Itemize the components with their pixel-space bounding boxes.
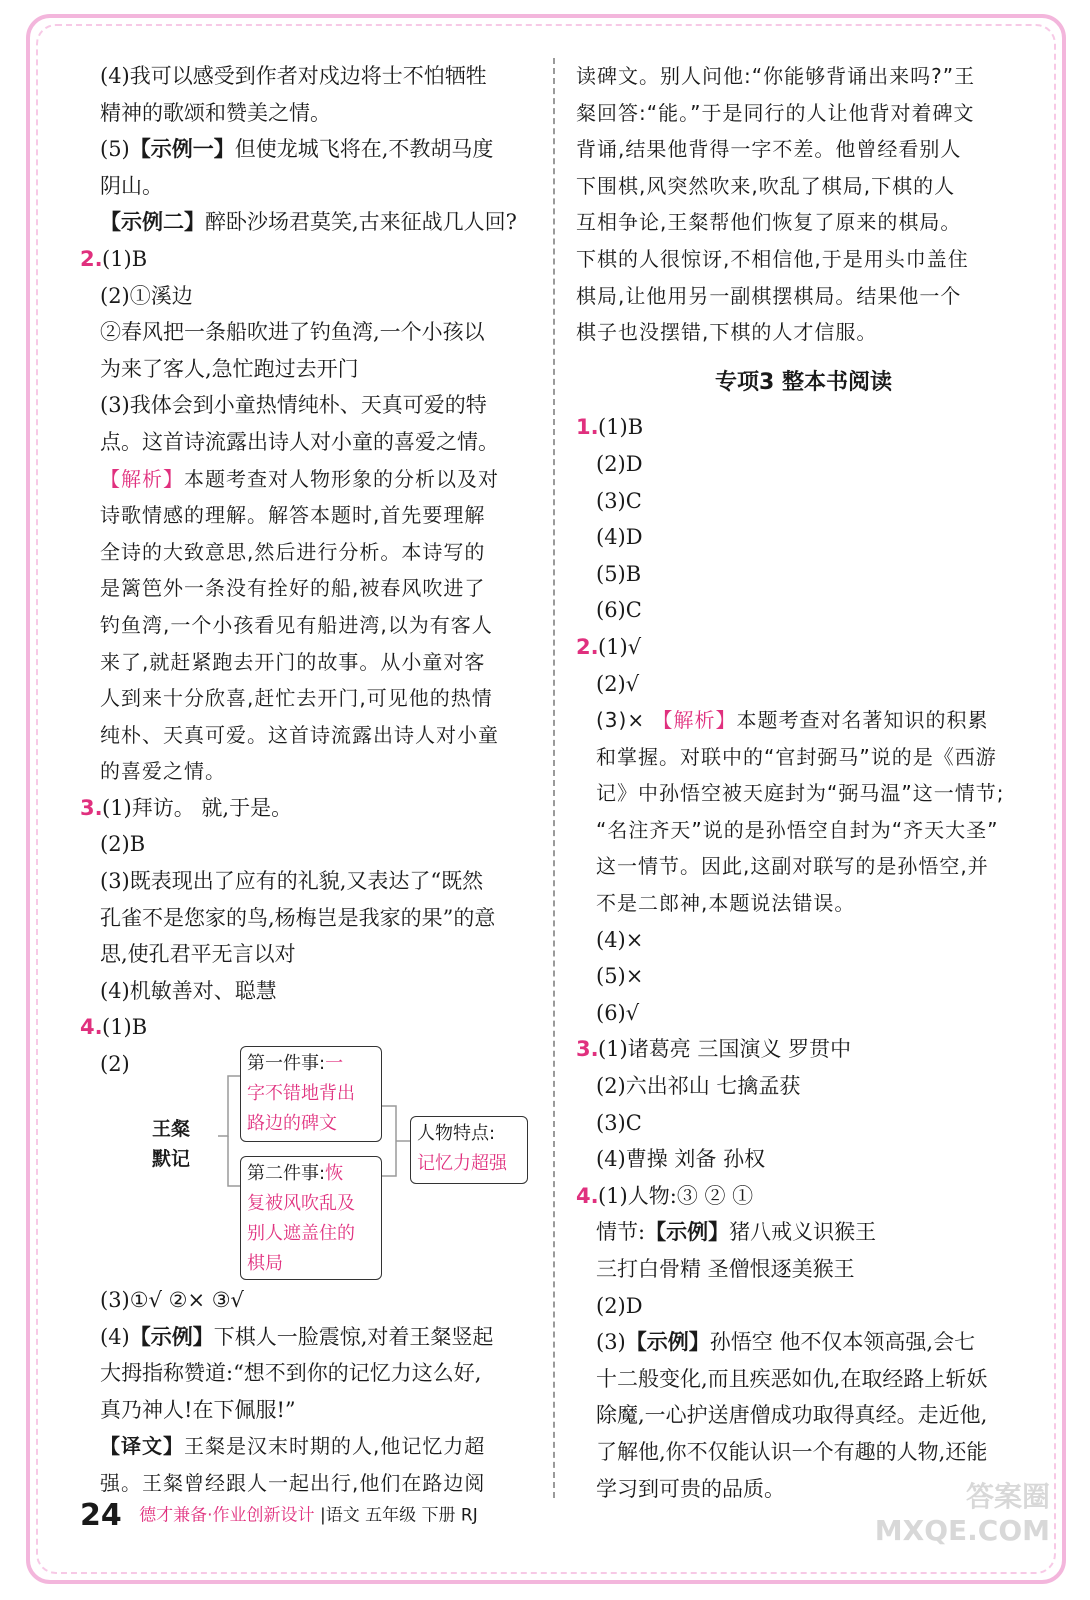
line-text: 人到来十分欣喜,赶忙去开门,可见他的热情 bbox=[100, 686, 493, 711]
answer-line bbox=[80, 1392, 535, 1429]
answer-line bbox=[80, 717, 535, 754]
question-number: 2. bbox=[576, 634, 599, 659]
answer-line bbox=[80, 753, 535, 790]
right-column bbox=[576, 58, 1031, 1507]
answer-line bbox=[80, 1319, 535, 1356]
question-number: 1. bbox=[576, 415, 599, 440]
left-answers-continued bbox=[80, 1282, 535, 1502]
line-text: (1)√ bbox=[598, 634, 642, 659]
analysis-tag: 【解析】 bbox=[652, 708, 737, 733]
publisher-name: 德才兼备·作业创新设计 bbox=[139, 1505, 315, 1526]
question-number: 4. bbox=[576, 1183, 599, 1208]
answer-line bbox=[80, 58, 535, 95]
example-tag: 【示例二】 bbox=[100, 210, 205, 235]
line-text: (4)机敏善对、聪慧 bbox=[100, 978, 277, 1003]
line-prefix: (3)× bbox=[596, 708, 653, 733]
line-text: 孙悟空 他不仅本领高强,会七 bbox=[709, 1330, 976, 1355]
left-column bbox=[80, 58, 535, 1502]
line-text: (3)我体会到小童热情纯朴、天真可爱的特 bbox=[100, 393, 487, 418]
answer-line bbox=[576, 241, 1031, 278]
line-text: (2)√ bbox=[596, 671, 640, 696]
section-title: 专项3 整本书阅读 bbox=[715, 369, 892, 395]
line-text: (1)B bbox=[598, 415, 644, 440]
answer-line bbox=[576, 775, 1031, 812]
page-number: 24 bbox=[80, 1498, 122, 1533]
answer-line bbox=[576, 58, 1031, 95]
answer-line bbox=[576, 1434, 1031, 1471]
line-text: 下围棋,风突然吹来,吹乱了棋局,下棋的人 bbox=[576, 173, 956, 198]
line-text: 本题考查对名著知识的积累 bbox=[736, 708, 989, 733]
answer-line bbox=[80, 424, 535, 461]
column-divider bbox=[553, 58, 555, 1498]
diagram-box-character-trait: 人物特点: 记忆力超强 bbox=[410, 1116, 528, 1184]
answer-line bbox=[80, 387, 535, 424]
answer-line bbox=[80, 570, 535, 607]
page-footer bbox=[80, 1498, 478, 1533]
line-text: (4)× bbox=[596, 927, 644, 952]
line-text: (6)√ bbox=[596, 1000, 640, 1025]
line-text: (2)B bbox=[100, 832, 146, 857]
question-number: 4. bbox=[80, 1015, 103, 1040]
answer-line bbox=[80, 790, 535, 827]
line-text: 阴山。 bbox=[100, 173, 163, 198]
answer-line bbox=[80, 607, 535, 644]
line-text: 棋子也没摆错,下棋的人才信服。 bbox=[576, 320, 878, 345]
answer-line bbox=[576, 556, 1031, 593]
line-text: 王粲是汉末时期的人,他记忆力超 bbox=[184, 1434, 486, 1459]
answer-line bbox=[576, 1068, 1031, 1105]
line-text: 背诵,结果他背得一字不差。他曾经看别人 bbox=[576, 137, 962, 162]
answer-line bbox=[80, 680, 535, 717]
line-text: (3)①√ ②× ③√ bbox=[100, 1288, 244, 1313]
answer-line bbox=[576, 446, 1031, 483]
line-text: (2)①溪边 bbox=[100, 283, 193, 308]
line-prefix: 情节: bbox=[596, 1220, 646, 1245]
wang-can-diagram bbox=[100, 1046, 535, 1282]
answer-line bbox=[80, 461, 535, 498]
question-number: 3. bbox=[576, 1037, 599, 1062]
example-tag: 【示例】 bbox=[625, 1330, 710, 1355]
answer-line bbox=[80, 351, 535, 388]
answer-line bbox=[576, 958, 1031, 995]
example-tag: 【译文】 bbox=[100, 1434, 184, 1459]
diagram-box-second-event: 第二件事:恢 复被风吹乱及 别人遮盖住的 棋局 bbox=[240, 1156, 382, 1280]
line-text: ②春风把一条船吹进了钓鱼湾,一个小孩以 bbox=[100, 320, 485, 345]
diagram-part-label: (2) bbox=[100, 1052, 130, 1077]
line-text: 来了,就赶紧跑去开门的故事。从小童对客 bbox=[100, 649, 486, 674]
line-text: 学习到可贵的品质。 bbox=[596, 1476, 785, 1501]
line-text: (4)D bbox=[596, 525, 643, 550]
line-text: 大拇指称赞道:“想不到你的记忆力这么好, bbox=[100, 1361, 482, 1386]
line-text: 孔雀不是您家的鸟,杨梅岂是我家的果”的意 bbox=[100, 905, 496, 930]
line-text: (2)D bbox=[596, 1293, 643, 1318]
line-text: 强。王粲曾经跟人一起出行,他们在路边阅 bbox=[100, 1471, 486, 1495]
line-prefix: (4) bbox=[100, 1324, 130, 1349]
line-text: 不是二郎神,本题说法错误。 bbox=[596, 891, 856, 916]
answer-line bbox=[80, 204, 535, 241]
answer-line bbox=[576, 204, 1031, 241]
line-text: (5)B bbox=[596, 561, 642, 586]
line-text: (4)我可以感受到作者对戍边将士不怕牺牲 bbox=[100, 64, 487, 88]
line-text: 猪八戒义识猴王 bbox=[729, 1220, 877, 1245]
line-text: 醉卧沙场君莫笑,古来征战几人回? bbox=[205, 210, 517, 235]
example-tag: 【示例一】 bbox=[129, 137, 235, 162]
answer-line bbox=[576, 1324, 1031, 1361]
line-text: (3)既表现出了应有的礼貌,又表达了“既然 bbox=[100, 869, 484, 894]
answer-line bbox=[80, 131, 535, 168]
answer-line bbox=[576, 131, 1031, 168]
answer-line bbox=[80, 534, 535, 571]
line-text: 读碑文。别人问他:“你能够背诵出来吗?”王 bbox=[576, 64, 976, 88]
left-answers bbox=[80, 58, 535, 1046]
answer-line bbox=[576, 922, 1031, 959]
answer-line bbox=[80, 1009, 535, 1046]
line-text: 互相争论,王粲帮他们恢复了原来的棋局。 bbox=[576, 210, 962, 235]
answer-line bbox=[80, 826, 535, 863]
answer-line bbox=[80, 497, 535, 534]
line-text: 棋局,让他用另一副棋摆棋局。结果他一个 bbox=[576, 283, 962, 308]
line-text: 精神的歌颂和赞美之情。 bbox=[100, 100, 331, 125]
line-text: “名注齐天”说的是孙悟空自封为“齐天大圣” bbox=[596, 817, 999, 842]
answer-line bbox=[80, 278, 535, 315]
answer-line bbox=[80, 95, 535, 132]
line-text: 点。这首诗流露出诗人对小童的喜爱之情。 bbox=[100, 429, 499, 454]
answer-line bbox=[576, 409, 1031, 446]
line-text: (4)曹操 刘备 孙权 bbox=[596, 1147, 766, 1172]
line-text: 下棋人一脸震惊,对着王粲竖起 bbox=[213, 1324, 494, 1349]
line-text: (2)六出祁山 七擒孟获 bbox=[596, 1074, 801, 1099]
answer-line bbox=[576, 812, 1031, 849]
translation-continued bbox=[576, 58, 1031, 351]
question-number: 3. bbox=[80, 795, 103, 820]
answer-line bbox=[80, 241, 535, 278]
answer-line bbox=[576, 314, 1031, 351]
line-text: (1)人物:③ ② ① bbox=[598, 1183, 754, 1208]
answer-line bbox=[80, 1465, 535, 1502]
answer-line bbox=[80, 644, 535, 681]
line-text: 这一情节。因此,这副对联写的是孙悟空,并 bbox=[596, 854, 989, 879]
line-text: (1)拜访。 就,于是。 bbox=[102, 795, 293, 820]
answer-line bbox=[80, 1355, 535, 1392]
right-answers bbox=[576, 409, 1031, 1507]
line-text: 是篱笆外一条没有拴好的船,被春风吹进了 bbox=[100, 576, 486, 601]
answer-line bbox=[576, 519, 1031, 556]
answer-line bbox=[576, 1251, 1031, 1288]
diagram-center-label: 王粲 默记 bbox=[152, 1118, 191, 1171]
answer-line bbox=[576, 1105, 1031, 1142]
answer-line bbox=[576, 95, 1031, 132]
line-prefix: (5) bbox=[100, 137, 130, 162]
answer-line bbox=[576, 629, 1031, 666]
line-text: 了解他,你不仅能认识一个有趣的人物,还能 bbox=[596, 1439, 988, 1464]
answer-line bbox=[576, 278, 1031, 315]
line-text: (6)C bbox=[596, 598, 642, 623]
line-text: 纯朴、天真可爱。这首诗流露出诗人对小童 bbox=[100, 722, 499, 747]
answer-line bbox=[576, 1397, 1031, 1434]
line-text: 但使龙城飞将在,不教胡马度 bbox=[234, 137, 494, 162]
line-text: (5)× bbox=[596, 964, 644, 989]
line-text: 全诗的大致意思,然后进行分析。本诗写的 bbox=[100, 539, 486, 564]
answer-line bbox=[576, 995, 1031, 1032]
answer-line bbox=[80, 936, 535, 973]
question-number: 2. bbox=[80, 246, 103, 271]
answer-line bbox=[80, 900, 535, 937]
line-text: 钓鱼湾,一个小孩看见有船进湾,以为有客人 bbox=[100, 612, 493, 637]
answer-line bbox=[80, 863, 535, 900]
line-text: 为来了客人,急忙跑过去开门 bbox=[100, 356, 359, 381]
line-text: (1)诸葛亮 三国演义 罗贯中 bbox=[598, 1037, 852, 1062]
line-text: 十二般变化,而且疾恶如仇,在取经路上斩妖 bbox=[596, 1366, 988, 1391]
answer-line bbox=[80, 1428, 535, 1465]
line-text: 下棋的人很惊讶,不相信他,于是用头巾盖住 bbox=[576, 246, 969, 271]
diagram-box-first-event: 第一件事:一 字不错地背出 路边的碑文 bbox=[240, 1046, 382, 1142]
answer-line bbox=[576, 1031, 1031, 1068]
line-text: (2)D bbox=[596, 451, 643, 476]
answer-line bbox=[576, 1214, 1031, 1251]
line-text: 诗歌情感的理解。解答本题时,首先要理解 bbox=[100, 503, 486, 528]
answer-line bbox=[80, 314, 535, 351]
line-text: (1)B bbox=[102, 1015, 148, 1040]
line-prefix: (3) bbox=[596, 1330, 626, 1355]
line-text: 和掌握。对联中的“官封弼马”说的是《西游 bbox=[596, 744, 997, 769]
line-text: 真乃神人!在下佩服!” bbox=[100, 1397, 296, 1422]
answer-line bbox=[576, 1141, 1031, 1178]
example-tag: 【示例】 bbox=[645, 1220, 730, 1245]
line-text: 粲回答:“能。”于是同行的人让他背对着碑文 bbox=[576, 100, 975, 125]
answer-line bbox=[576, 666, 1031, 703]
answer-line bbox=[80, 1282, 535, 1319]
answer-line bbox=[576, 848, 1031, 885]
watermark: 答案圈 MXQE.COM bbox=[874, 1480, 1050, 1547]
answer-line bbox=[80, 168, 535, 205]
answer-line bbox=[576, 592, 1031, 629]
line-text: (3)C bbox=[596, 488, 642, 513]
line-text: 记》中孙悟空被天庭封为“弼马温”这一情节; bbox=[596, 781, 1005, 806]
answer-line bbox=[576, 885, 1031, 922]
answer-line bbox=[576, 702, 1031, 739]
answer-line bbox=[576, 483, 1031, 520]
example-tag: 【示例】 bbox=[129, 1324, 214, 1349]
answer-line bbox=[576, 1288, 1031, 1325]
answer-line bbox=[576, 168, 1031, 205]
line-text: 的喜爱之情。 bbox=[100, 759, 226, 784]
analysis-tag: 【解析】 bbox=[100, 466, 184, 491]
line-text: 三打白骨精 圣僧恨逐美猴王 bbox=[596, 1257, 855, 1281]
book-info: |语文 五年级 下册 RJ bbox=[319, 1505, 478, 1526]
line-text: (1)B bbox=[102, 246, 148, 271]
answer-line bbox=[576, 739, 1031, 776]
answer-line bbox=[80, 973, 535, 1010]
line-text: (3)C bbox=[596, 1110, 642, 1135]
line-text: 思,使孔君平无言以对 bbox=[100, 942, 296, 967]
line-text: 除魔,一心护送唐僧成功取得真经。走近他, bbox=[596, 1403, 988, 1428]
answer-line bbox=[576, 1361, 1031, 1398]
answer-line bbox=[576, 1178, 1031, 1215]
line-text: 本题考查对人物形象的分析以及对 bbox=[184, 466, 499, 491]
